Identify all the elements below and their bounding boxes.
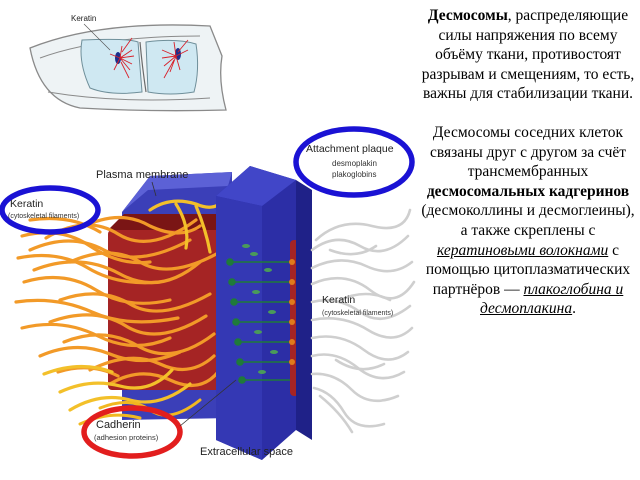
cell-inset	[30, 14, 226, 111]
paragraph-2-end: .	[572, 300, 576, 318]
desmoplakin-label: desmoplakin	[332, 159, 377, 168]
plakoglobin-desmoplakin-link[interactable]: плакоглобина и десмоплакина	[480, 280, 624, 318]
paragraph-2-part-b: (десмоколлины и десмоглеины), а также скреплены с	[421, 202, 635, 239]
right-cell-membrane	[216, 166, 312, 460]
paragraph-1-body: , распределяющие силы напряжения по всему объёму ткани, противостоят разрывам и смещениям, то есть, важны для стабилизации ткани.	[421, 7, 635, 103]
paragraph-2-part-a: Десмосомы соседних клеток связаны друг с другом за счёт трансмембранных	[429, 123, 627, 181]
keratin-right-label: Keratin	[322, 294, 356, 306]
attachment-plaque-label: Attachment plaque	[306, 143, 394, 155]
description-text	[418, 6, 638, 319]
desmosomal-cadherins-term: десмосомальных кадгеринов	[426, 182, 630, 200]
keratin-left-callout	[2, 188, 98, 232]
attachment-plaque-callout	[296, 129, 412, 195]
paragraph-1	[418, 6, 638, 104]
keratin-right-sublabel: (cytoskeletal filaments)	[322, 310, 394, 317]
inset-label: Keratin	[71, 14, 97, 23]
plakoglobins-label: plakoglobins	[332, 170, 377, 179]
keratin-fibers-link[interactable]: кератиновыми волокнами	[436, 241, 609, 259]
keratin-left-sublabel: (cytoskeletal filaments)	[8, 213, 80, 220]
cadherin-label: Cadherin	[96, 419, 141, 431]
extracellular-space-label: Extracellular space	[200, 446, 293, 458]
keratin-left-label: Keratin	[10, 198, 44, 210]
cadherin-sublabel: (adhesion proteins)	[94, 433, 159, 442]
plasma-membrane-label: Plasma membrane	[96, 169, 189, 181]
desmosomes-term: Десмосомы	[427, 7, 508, 24]
paragraph-2-part-c: с помощью цитоплазматических партнёров —	[425, 241, 631, 298]
paragraph-2	[418, 123, 638, 319]
keratin-filaments-right	[312, 210, 414, 432]
